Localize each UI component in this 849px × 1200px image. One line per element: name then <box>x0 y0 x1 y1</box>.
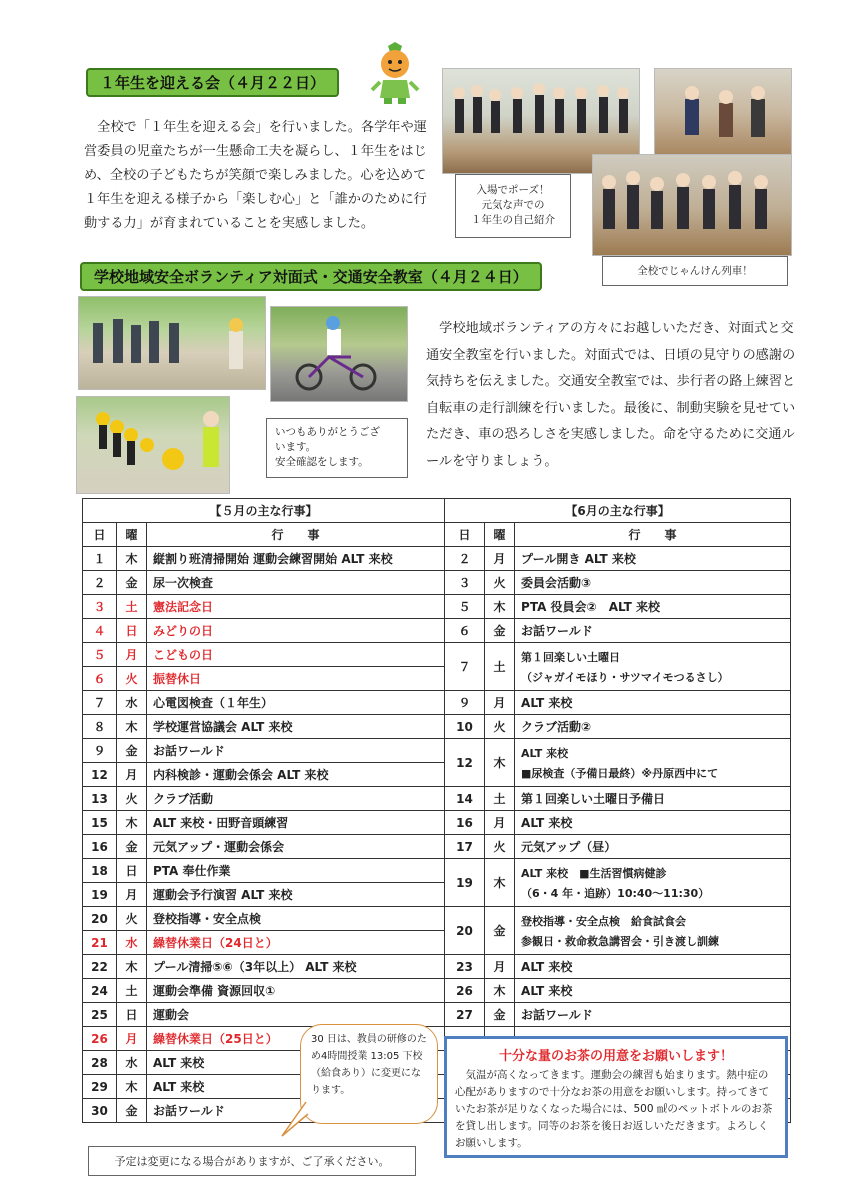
may-dow: 金 <box>117 835 147 859</box>
june-dow: 火 <box>485 835 515 859</box>
june-dow: 金 <box>485 907 515 955</box>
footnote: 予定は変更になる場合がありますが、ご了承ください。 <box>88 1146 416 1176</box>
speech-bubble: 30 日は、教員の研修のため4時間授業 13:05 下校（給食あり）に変更になります。 <box>300 1024 438 1124</box>
table-row <box>83 571 791 595</box>
caption-safety <box>266 418 408 478</box>
june-day: ９ <box>445 691 485 715</box>
table-row <box>83 907 791 931</box>
may-dow: 土 <box>117 979 147 1003</box>
june-event-line: ALT 来校 <box>521 960 573 974</box>
june-event-line: お話ワールド <box>521 1008 593 1022</box>
tea-notice <box>444 1036 788 1158</box>
may-dow: 月 <box>117 643 147 667</box>
may-dow: 金 <box>117 571 147 595</box>
may-event: 内科検診・運動会係会 ALT 来校 <box>147 763 445 787</box>
table-row <box>83 619 791 643</box>
photo-crossing <box>76 396 230 494</box>
june-event-line: ALT 来校 <box>521 696 573 710</box>
may-dow: 火 <box>117 907 147 931</box>
may-day: ４ <box>83 619 117 643</box>
may-dow: 日 <box>117 1003 147 1027</box>
june-day: 12 <box>445 739 485 787</box>
may-event: PTA 奉仕作業 <box>147 859 445 883</box>
may-day: ６ <box>83 667 117 691</box>
may-event: 登校指導・安全点検 <box>147 907 445 931</box>
may-event: ALT 来校・田野音頭練習 <box>147 811 445 835</box>
june-event <box>515 907 791 955</box>
may-day: 29 <box>83 1075 117 1099</box>
photo-janken-train <box>592 154 792 256</box>
caption-line: 元気な声での <box>481 199 545 211</box>
bubble-tail <box>280 1100 310 1140</box>
table-row <box>83 955 791 979</box>
photo-bicycle <box>270 306 408 402</box>
col-day: 日 <box>83 523 117 547</box>
june-dow: 金 <box>485 619 515 643</box>
may-day: 19 <box>83 883 117 907</box>
may-dow: 月 <box>117 883 147 907</box>
june-dow: 月 <box>485 547 515 571</box>
may-day: 16 <box>83 835 117 859</box>
june-day: 27 <box>445 1003 485 1027</box>
col-event: 行 事 <box>147 523 445 547</box>
may-day: 13 <box>83 787 117 811</box>
june-event-line: 第１回楽しい土曜日 <box>521 650 621 664</box>
may-dow: 水 <box>117 691 147 715</box>
june-event <box>515 619 791 643</box>
june-event <box>515 547 791 571</box>
june-event-line: 第１回楽しい土曜日予備日 <box>521 792 666 806</box>
may-event: 元気アップ・運動会係会 <box>147 835 445 859</box>
section2-body: 学校地域ボランティアの方々にお越しいただき、対面式と交通安全教室を行いました。対面式では、日頃の見守りの感謝の気持ちを伝えました。交通安全教室では、歩行者の路上練習と自転車の走行訓練を行いました。最後に、制動実験を見せていただき、車の恐ろしさを実感しました。命を守るために交通ルールを守りましょう。 <box>426 321 796 469</box>
table-row <box>83 595 791 619</box>
table-row <box>83 811 791 835</box>
schedule-table <box>82 498 791 1123</box>
june-day: ５ <box>445 595 485 619</box>
june-day: 10 <box>445 715 485 739</box>
may-event: ALT 来校 <box>147 1051 445 1075</box>
june-dow: 月 <box>485 811 515 835</box>
may-dow: 木 <box>117 547 147 571</box>
june-event-line: ■尿検査（予備日最終）※丹原西中にて <box>521 766 719 780</box>
june-event-line: ALT 来校 <box>521 984 573 998</box>
june-dow: 木 <box>485 859 515 907</box>
may-dow: 金 <box>117 739 147 763</box>
table-row <box>83 739 791 763</box>
may-event: 心電図検査（１年生） <box>147 691 445 715</box>
may-event: ALT 来校 <box>147 1075 445 1099</box>
may-event: 繰替休業日（25日と） <box>147 1027 445 1051</box>
may-event: お話ワールド <box>147 1099 445 1123</box>
section1-body: 全校で「１年生を迎える会」を行いました。各学年や運営委員の児童たちが一生懸命工夫を凝らし、１年生をはじめ、全校の子どもたちが笑顔で楽しみました。心を込めて１年生を迎える様子から「楽しむ心」と「誰かのために行動する力」が育まれていることを実感しました。 <box>84 120 427 231</box>
col-event: 行 事 <box>515 523 791 547</box>
june-event-line: クラブ活動② <box>521 720 592 734</box>
may-event: 憲法記念日 <box>147 595 445 619</box>
june-day: ６ <box>445 619 485 643</box>
may-event: 運動会準備 資源回収① <box>147 979 445 1003</box>
may-event: 繰替休業日（24日と） <box>147 931 445 955</box>
may-day: １ <box>83 547 117 571</box>
col-dow: 曜 <box>485 523 515 547</box>
june-dow: 金 <box>485 1003 515 1027</box>
table-row <box>83 1003 791 1027</box>
june-event <box>515 1003 791 1027</box>
notice-title: 十分な量のお茶の用意をお願いします！ <box>498 1049 733 1064</box>
june-dow: 木 <box>485 739 515 787</box>
may-day: 30 <box>83 1099 117 1123</box>
photo-game <box>654 68 792 156</box>
may-event: 振替休日 <box>147 667 445 691</box>
may-day: 28 <box>83 1051 117 1075</box>
may-header: 【５月の主な行事】 <box>83 499 445 523</box>
may-day: ９ <box>83 739 117 763</box>
may-dow: 水 <box>117 1051 147 1075</box>
may-event: 縦割り班清掃開始 運動会練習開始 ALT 来校 <box>147 547 445 571</box>
may-event: 学校運営協議会 ALT 来校 <box>147 715 445 739</box>
june-dow: 月 <box>485 955 515 979</box>
caption-entrance <box>455 174 571 238</box>
june-event <box>515 715 791 739</box>
table-row <box>83 859 791 883</box>
june-event <box>515 811 791 835</box>
june-day: 23 <box>445 955 485 979</box>
section1-title: １年生を迎える会（４月２２日） <box>86 68 339 97</box>
june-event <box>515 787 791 811</box>
col-dow: 曜 <box>117 523 147 547</box>
may-dow: 水 <box>117 931 147 955</box>
may-day: 22 <box>83 955 117 979</box>
may-day: 12 <box>83 763 117 787</box>
may-dow: 木 <box>117 811 147 835</box>
caption-line: いつもありがとうござ <box>275 426 380 438</box>
may-day: ５ <box>83 643 117 667</box>
caption-line: 入場でポーズ！ <box>476 184 550 196</box>
june-event-line: 元気アップ（昼） <box>521 840 617 854</box>
may-dow: 木 <box>117 1075 147 1099</box>
notice-body: 気温が高くなってきます。運動会の練習も始まります。熱中症の心配がありますので十分なお茶の用意をお願いします。持ってきていたお茶が足りなくなった場合には、500 ㎖のペットボトルのお茶を貸し出します。同等のお茶を後日お返しいただきます。よろしくお願いします。 <box>455 1069 773 1149</box>
may-dow: 月 <box>117 1027 147 1051</box>
may-dow: 土 <box>117 595 147 619</box>
june-day: 16 <box>445 811 485 835</box>
table-row <box>83 547 791 571</box>
photo-volunteers <box>78 296 266 390</box>
june-dow: 火 <box>485 715 515 739</box>
mascot-image <box>370 42 420 106</box>
caption-line: 安全確認をします。 <box>275 456 369 468</box>
may-day: 24 <box>83 979 117 1003</box>
may-event: プール清掃⑤⑥（3年以上） ALT 来校 <box>147 955 445 979</box>
table-row <box>83 835 791 859</box>
june-day: 17 <box>445 835 485 859</box>
table-row <box>83 787 791 811</box>
table-row <box>83 643 791 667</box>
june-event-line: 参観日・救命救急講習会・引き渡し訓練 <box>521 934 720 948</box>
may-event: 尿一次検査 <box>147 571 445 595</box>
may-day: 20 <box>83 907 117 931</box>
june-day: ２ <box>445 547 485 571</box>
june-day: 19 <box>445 859 485 907</box>
june-event <box>515 691 791 715</box>
june-event <box>515 643 791 691</box>
may-dow: 日 <box>117 859 147 883</box>
may-day: 26 <box>83 1027 117 1051</box>
may-event: みどりの日 <box>147 619 445 643</box>
june-event <box>515 979 791 1003</box>
caption-line: います。 <box>275 441 317 453</box>
june-event-line: （6・4 年・追跡）10:40～11:30） <box>521 886 710 900</box>
may-day: ２ <box>83 571 117 595</box>
june-event <box>515 955 791 979</box>
june-dow: 土 <box>485 643 515 691</box>
june-dow: 木 <box>485 979 515 1003</box>
june-dow: 土 <box>485 787 515 811</box>
caption-line: １年生の自己紹介 <box>471 214 555 226</box>
june-dow: 火 <box>485 571 515 595</box>
june-event <box>515 739 791 787</box>
may-dow: 火 <box>117 787 147 811</box>
may-day: ８ <box>83 715 117 739</box>
col-day: 日 <box>445 523 485 547</box>
table-row <box>83 715 791 739</box>
june-day: 26 <box>445 979 485 1003</box>
may-day: ７ <box>83 691 117 715</box>
june-event-line: プール開き ALT 来校 <box>521 552 636 566</box>
may-dow: 木 <box>117 715 147 739</box>
june-event <box>515 595 791 619</box>
june-dow: 月 <box>485 691 515 715</box>
may-day: 15 <box>83 811 117 835</box>
june-day: 14 <box>445 787 485 811</box>
caption-janken: 全校でじゃんけん列車！ <box>602 256 788 286</box>
june-event-line: ALT 来校 ■生活習慣病健診 <box>521 866 667 880</box>
june-event-line: ALT 来校 <box>521 816 573 830</box>
may-event: 運動会予行演習 ALT 来校 <box>147 883 445 907</box>
may-dow: 金 <box>117 1099 147 1123</box>
june-event-line: PTA 役員会② ALT 来校 <box>521 600 661 614</box>
june-event <box>515 859 791 907</box>
may-dow: 日 <box>117 619 147 643</box>
may-day: 25 <box>83 1003 117 1027</box>
may-dow: 火 <box>117 667 147 691</box>
may-day: ３ <box>83 595 117 619</box>
may-day: 21 <box>83 931 117 955</box>
may-dow: 木 <box>117 955 147 979</box>
may-dow: 月 <box>117 763 147 787</box>
may-event: クラブ活動 <box>147 787 445 811</box>
table-row <box>83 691 791 715</box>
june-event <box>515 571 791 595</box>
june-event-line: 登校指導・安全点検 給食試食会 <box>521 914 687 928</box>
june-header: 【6月の主な行事】 <box>445 499 791 523</box>
june-event-line: ALT 来校 <box>521 746 569 760</box>
june-day: ３ <box>445 571 485 595</box>
june-day: 20 <box>445 907 485 955</box>
section2-title: 学校地域安全ボランティア対面式・交通安全教室（４月２４日） <box>80 262 542 291</box>
may-day: 18 <box>83 859 117 883</box>
june-event <box>515 835 791 859</box>
june-dow: 木 <box>485 595 515 619</box>
june-event-line: 委員会活動③ <box>521 576 592 590</box>
june-event-line: （ジャガイモほり・サツマイモつるさし） <box>521 670 729 684</box>
may-event: 運動会 <box>147 1003 445 1027</box>
june-event-line: お話ワールド <box>521 624 593 638</box>
may-event: こどもの日 <box>147 643 445 667</box>
may-event: お話ワールド <box>147 739 445 763</box>
table-row <box>83 979 791 1003</box>
june-day: ７ <box>445 643 485 691</box>
